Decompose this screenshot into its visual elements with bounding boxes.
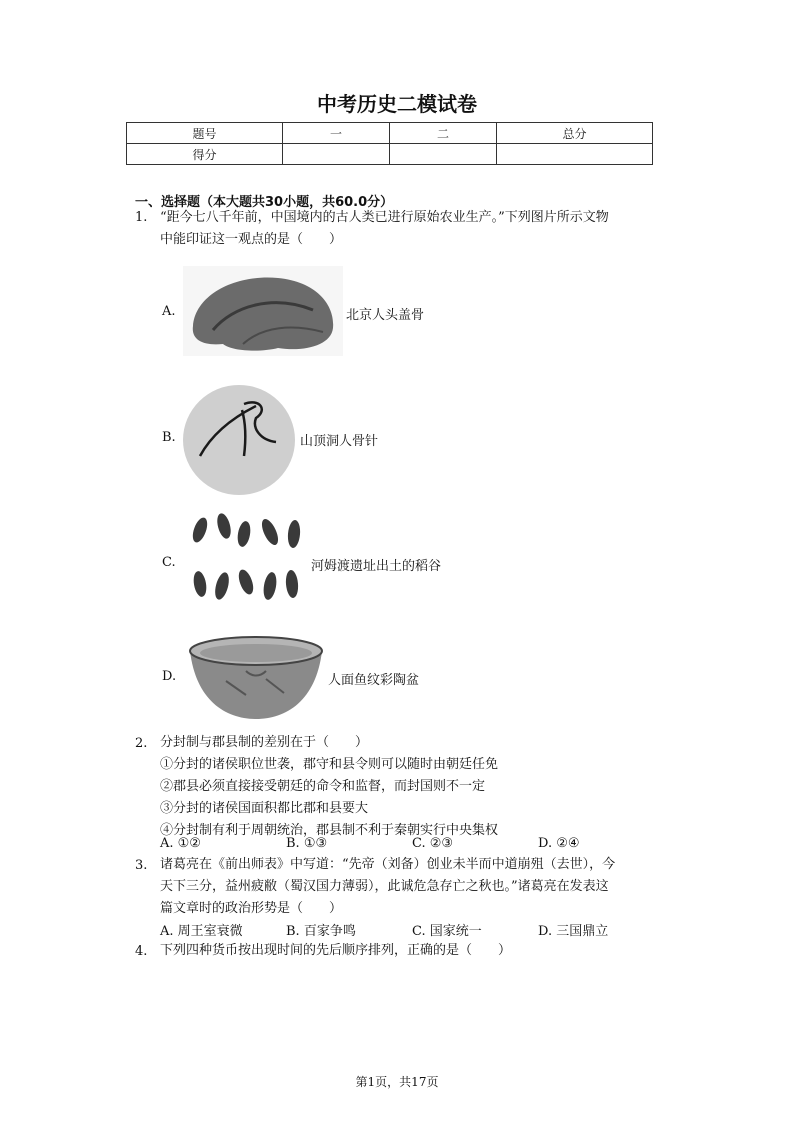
header-cell: 总分 <box>497 123 653 144</box>
header-cell: 题号 <box>127 123 283 144</box>
question-text <box>160 854 615 920</box>
question-text <box>160 207 609 251</box>
question-number: 4. <box>135 944 148 959</box>
header-cell: 二 <box>390 123 497 144</box>
skull-image <box>183 266 343 356</box>
option-caption: 山顶洞人骨针 <box>300 434 379 449</box>
question-number: 2. <box>135 736 148 751</box>
question-line: 篇文章时的政治形势是（ ） <box>160 901 343 916</box>
score-cell <box>283 144 390 165</box>
section-heading: 一、选择题（本大题共30小题，共60.0分） <box>135 195 394 210</box>
answer-option: B. 百家争鸣 <box>286 924 356 939</box>
score-cell <box>390 144 497 165</box>
statement-item: ①分封的诸侯职位世袭，郡守和县令则可以随时由朝廷任免 <box>160 757 499 772</box>
row-label-cell: 得分 <box>127 144 283 165</box>
painted-pottery-basin-image <box>186 631 326 721</box>
page-footer: 第1页，共17页 <box>355 1075 439 1089</box>
question-line: “距今七八千年前，中国境内的古人类已进行原始农业生产。”下列图片所示文物 <box>160 210 609 225</box>
question-number: 1. <box>135 210 148 225</box>
answer-option: D. ②④ <box>538 836 580 851</box>
question-line: 天下三分，益州疲敝（蜀汉国力薄弱），此诚危急存亡之秋也。”诸葛亮在发表这 <box>160 879 609 894</box>
answer-option: B. ①③ <box>286 836 328 851</box>
question-stem: 分封制与郡县制的差别在于（ ） <box>160 735 369 750</box>
option-letter: D. <box>162 669 177 684</box>
option-letter: A. <box>162 304 176 319</box>
score-table-row <box>127 144 653 165</box>
rice-grains-image <box>186 512 308 612</box>
answer-option: D. 三国鼎立 <box>538 924 609 939</box>
header-cell: 一 <box>283 123 390 144</box>
page-title: 中考历史二模试卷 <box>317 92 477 116</box>
score-table <box>126 122 653 165</box>
score-cell <box>497 144 653 165</box>
score-table-header-row <box>127 123 653 144</box>
answer-option: A. 周王室衰微 <box>160 924 243 939</box>
question-line: 诸葛亮在《前出师表》中写道：“先帝（刘备）创业未半而中道崩殂（去世），今 <box>160 857 616 872</box>
option-caption: 河姆渡遗址出土的稻谷 <box>311 559 442 574</box>
question-text: 下列四种货币按出现时间的先后顺序排列，正确的是（ ） <box>160 943 512 958</box>
option-caption: 北京人头盖骨 <box>346 308 425 323</box>
statement-item: ④分封制有利于周朝统治，郡县制不利于秦朝实行中央集权 <box>160 823 499 838</box>
question-line: 中能印证这一观点的是（ ） <box>160 232 343 247</box>
answer-option: A. ①② <box>160 836 201 851</box>
question-text <box>160 732 498 842</box>
option-letter: B. <box>162 430 176 445</box>
bone-needle-image <box>182 384 296 496</box>
statement-item: ③分封的诸侯国面积都比郡和县要大 <box>160 801 369 816</box>
answer-option: C. ②③ <box>412 836 454 851</box>
option-letter: C. <box>162 555 176 570</box>
answer-option: C. 国家统一 <box>412 924 482 939</box>
statement-item: ②郡县必须直接接受朝廷的命令和监督，而封国则不一定 <box>160 779 486 794</box>
option-caption: 人面鱼纹彩陶盆 <box>328 673 420 688</box>
question-number: 3. <box>135 858 148 873</box>
